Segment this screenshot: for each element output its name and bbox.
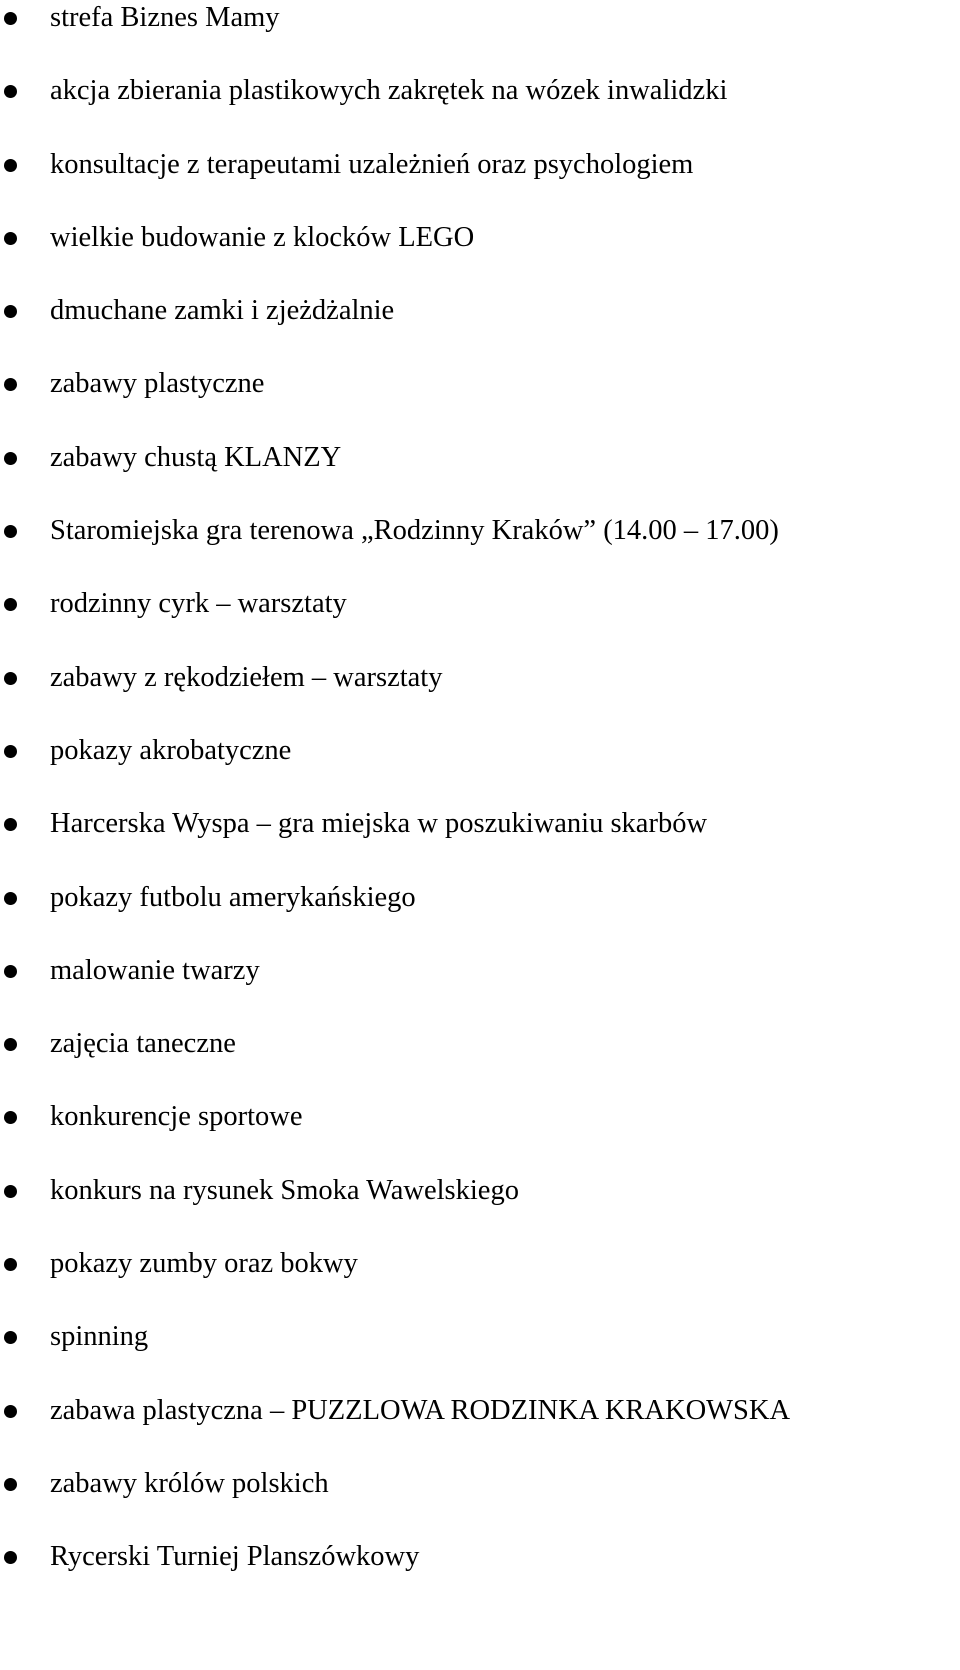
bullet-icon [4, 305, 17, 318]
list-item [0, 73, 960, 146]
list-item-text: konsultacje z terapeutami uzależnień oraz psychologiem [50, 148, 694, 180]
bullet-icon [4, 1478, 17, 1491]
list-item [0, 586, 960, 659]
list-item [0, 733, 960, 806]
bullet-icon [4, 745, 17, 758]
bullet-icon [4, 672, 17, 685]
list-item [0, 953, 960, 1026]
list-item-text: dmuchane zamki i zjeżdżalnie [50, 295, 395, 327]
list-item [0, 1246, 960, 1319]
bullet-icon [4, 892, 17, 905]
list-item [0, 1319, 960, 1392]
list-item [0, 1466, 960, 1539]
list-item [0, 1026, 960, 1099]
list-item-text: zabawy plastyczne [50, 368, 265, 400]
list-item-text: Staromiejska gra terenowa „Rodzinny Kraków” (14.00 – 17.00) [50, 515, 779, 547]
list-item-text: pokazy zumby oraz bokwy [50, 1248, 358, 1280]
list-item-text: zajęcia taneczne [50, 1028, 236, 1060]
list-item [0, 1539, 960, 1612]
list-item [0, 1393, 960, 1466]
list-item-text: pokazy akrobatyczne [50, 734, 292, 766]
bullet-icon [4, 159, 17, 172]
list-item [0, 220, 960, 293]
bullet-icon [4, 12, 17, 25]
bullet-icon [4, 1111, 17, 1124]
bullet-icon [4, 1038, 17, 1051]
list-item [0, 660, 960, 733]
list-item-text: malowanie twarzy [50, 954, 260, 986]
list-item [0, 1173, 960, 1246]
list-item-text: zabawy królów polskich [50, 1467, 329, 1499]
bullet-icon [4, 818, 17, 831]
list-item-text: strefa Biznes Mamy [50, 2, 280, 33]
bullet-icon [4, 1331, 17, 1344]
list-item [0, 1099, 960, 1172]
list-item-text: zabawy chustą KLANZY [50, 441, 342, 473]
list-item-text: konkurencje sportowe [50, 1101, 303, 1133]
list-item-text: Rycerski Turniej Planszówkowy [50, 1541, 420, 1573]
list-item-text: zabawa plastyczna – PUZZLOWA RODZINKA KRAKOWSKA [50, 1394, 791, 1426]
list-item-text: spinning [50, 1321, 149, 1353]
list-item [0, 366, 960, 439]
list-item-text: konkurs na rysunek Smoka Wawelskiego [50, 1174, 519, 1206]
bullet-icon [4, 598, 17, 611]
list-item-text: Harcerska Wyspa – gra miejska w poszukiwaniu skarbów [50, 808, 708, 840]
list-item-text: rodzinny cyrk – warsztaty [50, 588, 347, 620]
list-item [0, 440, 960, 513]
list-item [0, 147, 960, 220]
bullet-icon [4, 1185, 17, 1198]
list-item [0, 513, 960, 586]
list-item [0, 880, 960, 953]
list-item-text: wielkie budowanie z klocków LEGO [50, 221, 475, 253]
list-item [0, 806, 960, 879]
list-item [0, 0, 960, 73]
bullet-icon [4, 232, 17, 245]
list-item-text: zabawy z rękodziełem – warsztaty [50, 661, 443, 693]
bullet-icon [4, 1551, 17, 1564]
bullet-icon [4, 1258, 17, 1271]
list-item [0, 293, 960, 366]
list-item-text: akcja zbierania plastikowych zakrętek na wózek inwalidzki [50, 75, 728, 107]
list-item-text: pokazy futbolu amerykańskiego [50, 881, 416, 913]
bullet-icon [4, 525, 17, 538]
bullet-icon [4, 965, 17, 978]
bullet-icon [4, 85, 17, 98]
bullet-icon [4, 1405, 17, 1418]
bullet-icon [4, 378, 17, 391]
bullet-icon [4, 452, 17, 465]
